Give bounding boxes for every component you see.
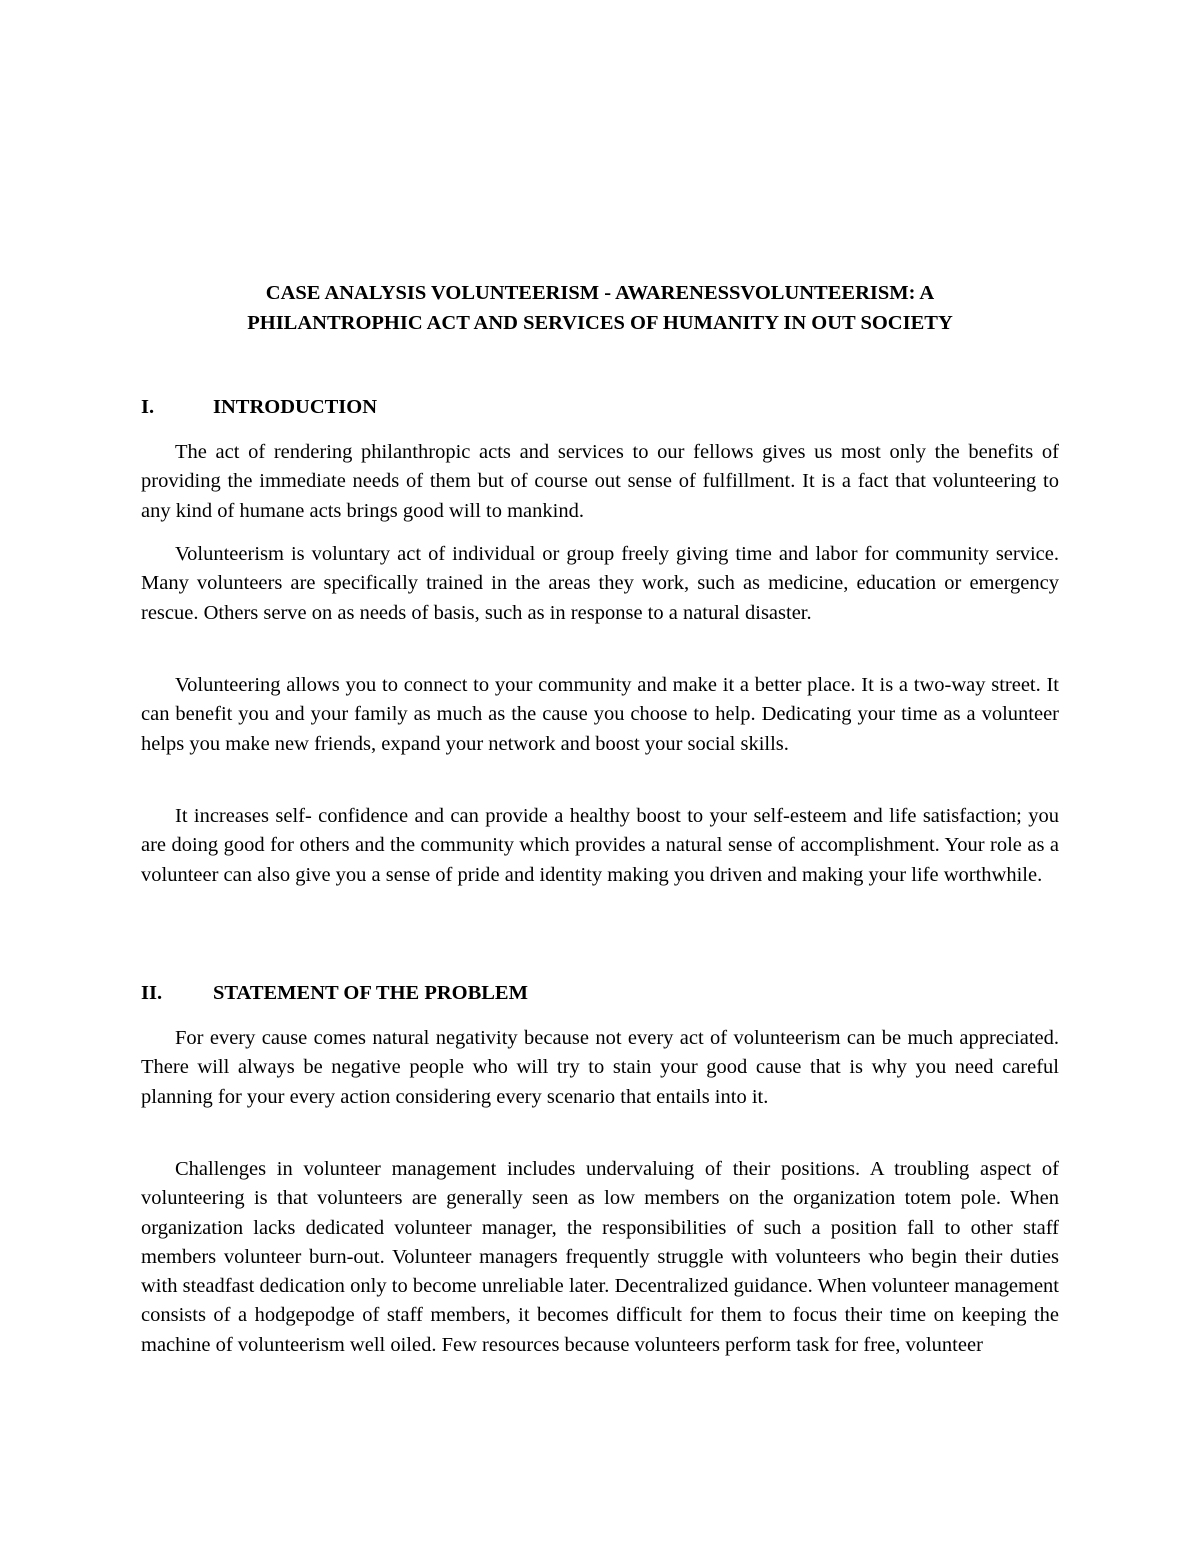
problem-paragraph-2: Challenges in volunteer management includes undervaluing of their positions. A troubling aspect of volunteering is that volunteers are generally seen as low members on the organization totem pole. When organization lacks dedicated volunteer manager, the responsibilities of such a position fall to other staff members volunteer burn-out. Volunteer managers frequently struggle with volunteers who begin their duties with steadfast dedication only to become unreliable later. Decentralized guidance. When volunteer management consists of a hodgepodge of staff members, it becomes difficult for them to focus their time on keeping the machine of volunteerism well oiled. Few resources because volunteers perform task for free, volunteer: [141, 1158, 1059, 1356]
section-number: II.: [141, 982, 163, 1004]
intro-paragraph-4: It increases self- confidence and can provide a healthy boost to your self-esteem and life satisfaction; you are doing good for others and the community which provides a natural sense of accomplishment. Your role as a volunteer can also give you a sense of pride and identity making you driven and making your life worthwhile.: [141, 805, 1059, 886]
section-heading-introduction: [141, 392, 377, 422]
intro-paragraph-1: The act of rendering philanthropic acts and services to our fellows gives us most only the benefits of providing the immediate needs of them but of course out sense of fulfillment. It is a fact that volunteering to any kind of humane acts brings good will to mankind.: [141, 441, 1059, 522]
problem-paragraph-1: For every cause comes natural negativity because not every act of volunteerism can be much appreciated. There will always be negative people who will try to stain your good cause that is why you need careful planning for your every action considering every scenario that entails into it.: [141, 1027, 1059, 1108]
title-line-2: PHILANTROPHIC ACT AND SERVICES OF HUMANITY IN OUT SOCIETY: [247, 312, 953, 334]
section-title: INTRODUCTION: [213, 396, 378, 418]
section-title: STATEMENT OF THE PROBLEM: [213, 982, 528, 1004]
section-heading-statement-of-problem: [141, 978, 528, 1008]
section-number: I.: [141, 396, 155, 418]
document-title: [141, 278, 1059, 338]
intro-paragraph-2: Volunteerism is voluntary act of individual or group freely giving time and labor for community service. Many volunteers are specifically trained in the areas they work, such as medicine, education or emergency rescue. Others serve on as needs of basis, such as in response to a natural disaster.: [141, 543, 1059, 624]
title-line-1: CASE ANALYSIS VOLUNTEERISM - AWARENESSVOLUNTEERISM: A: [265, 282, 935, 304]
intro-paragraph-3: Volunteering allows you to connect to your community and make it a better place. It is a two-way street. It can benefit you and your family as much as the cause you choose to help. Dedicating your time as a volunteer helps you make new friends, expand your network and boost your social skills.: [141, 674, 1059, 755]
